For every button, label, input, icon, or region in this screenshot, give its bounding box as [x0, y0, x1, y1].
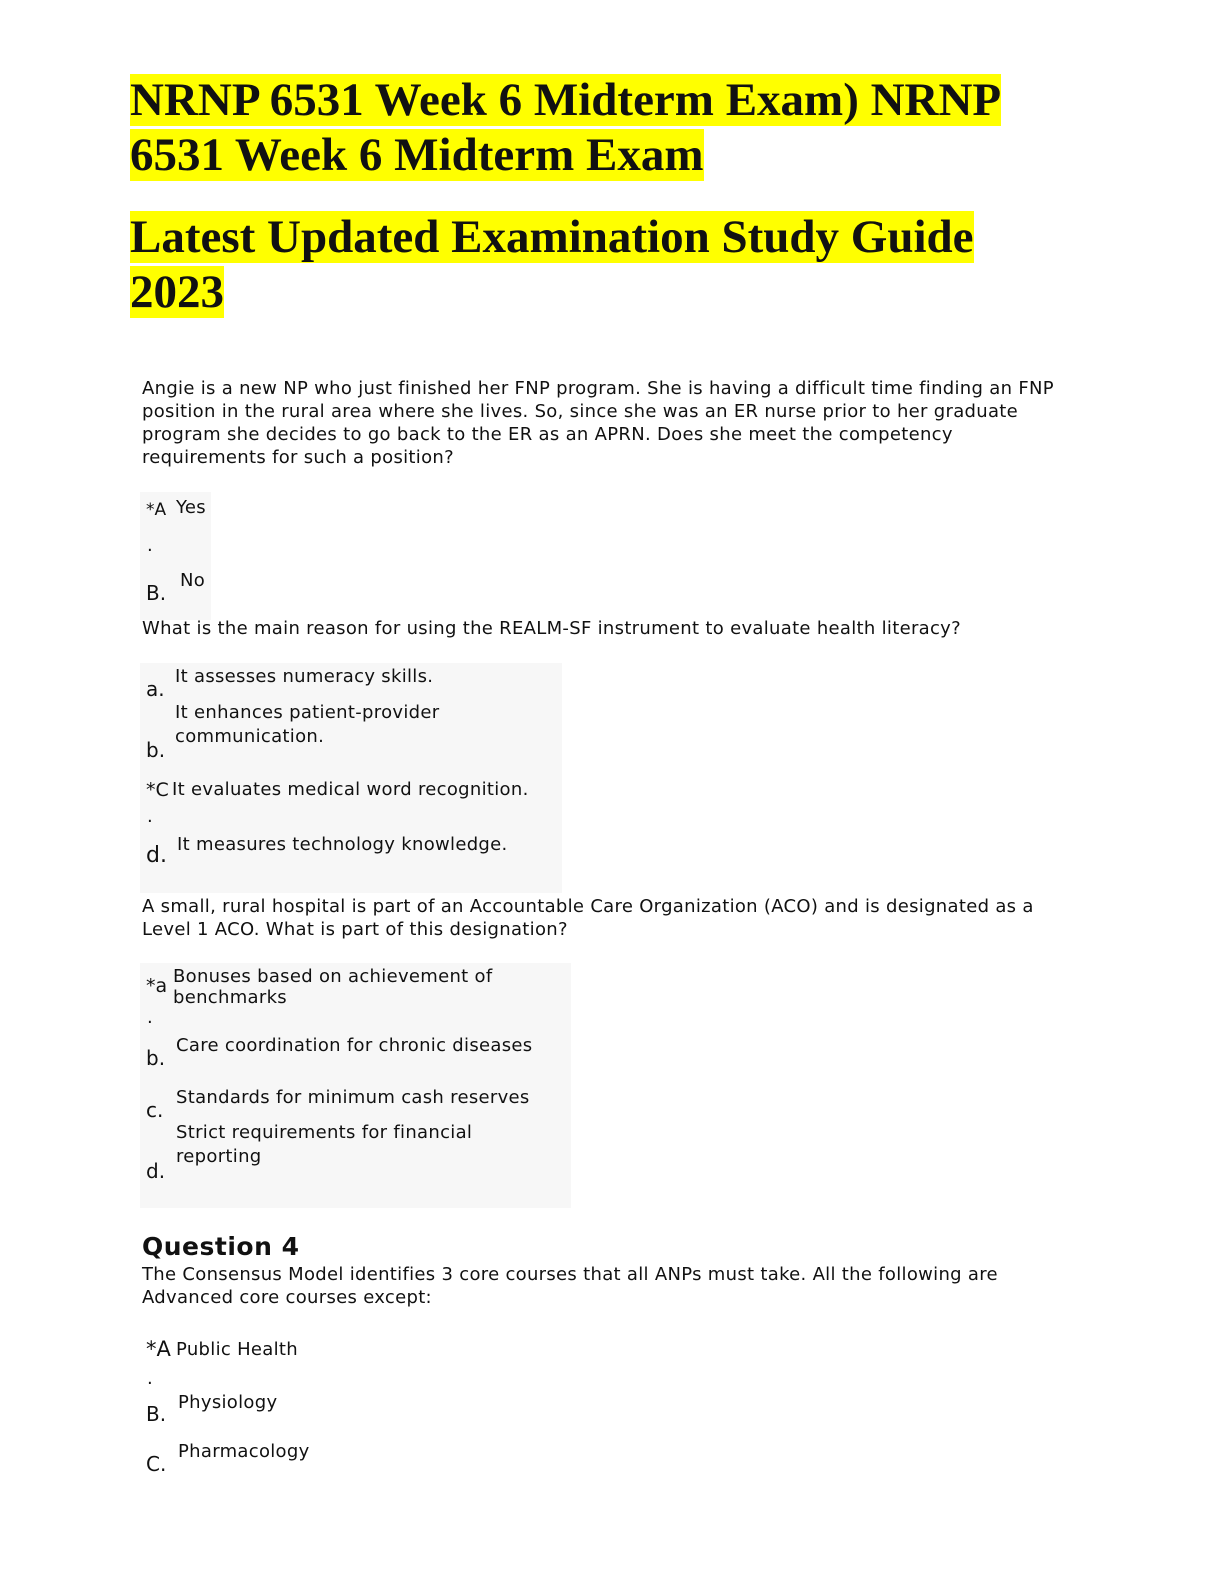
q2-option-c-letter: *C [146, 779, 169, 801]
title-line-1: NRNP 6531 Week 6 Midterm Exam) NRNP [130, 74, 1002, 126]
subtitle-line-1: Latest Updated Examination Study Guide [130, 211, 974, 263]
document-title [130, 73, 1030, 183]
q4-option-c-letter: C. [146, 1452, 167, 1476]
q2-option-a-text: It assesses numeracy skills. [175, 666, 434, 687]
question-3-text: A small, rural hospital is part of an Accountable Care Organization (ACO) and is designated as a Level 1 ACO. What is part of this designation? [142, 896, 1034, 940]
q4-option-a-dot: . [147, 1368, 153, 1389]
q2-option-d-letter: d. [146, 843, 167, 868]
question-4-options [140, 1330, 540, 1490]
q2-option-b-text: It enhances patient-provider communication. [175, 702, 440, 747]
q3-option-c-text: Standards for minimum cash reserves [176, 1087, 530, 1108]
q3-option-d-letter: d. [146, 1159, 166, 1183]
q1-option-a-dot: . [147, 535, 153, 556]
q2-option-a-letter: a. [146, 677, 165, 701]
q2-option-d-text: It measures technology knowledge. [177, 834, 508, 855]
question-3-options [140, 963, 571, 1208]
q3-option-c-letter: c. [146, 1098, 164, 1122]
question-2-options [140, 663, 562, 893]
q1-option-b-text: No [180, 570, 206, 591]
q3-option-d-text: Strict requirements for financial reporting [176, 1122, 473, 1167]
q3-option-b-text: Care coordination for chronic diseases [176, 1035, 533, 1056]
question-1-options [140, 492, 211, 620]
q4-option-a-letter: *A [146, 1337, 171, 1361]
q1-option-a-text: Yes [176, 497, 206, 518]
q1-option-b-letter: B. [146, 581, 167, 605]
document-subtitle [130, 210, 1030, 320]
q2-option-b-letter: b. [146, 738, 166, 762]
q3-option-a-dot: . [147, 1007, 153, 1028]
q3-option-a-letter: *a [146, 975, 168, 997]
question-4-text: The Consensus Model identifies 3 core courses that all ANPs must take. All the following are Advanced core courses except: [142, 1264, 998, 1308]
subtitle-line-2: 2023 [130, 266, 224, 318]
q3-option-a-text: Bonuses based on achievement of benchmarks [173, 966, 493, 1008]
question-2-text: What is the main reason for using the REALM-SF instrument to evaluate health literacy? [142, 618, 961, 639]
q2-option-c-dot: . [147, 806, 153, 827]
q3-option-b-letter: b. [146, 1046, 166, 1070]
q4-option-c-text: Pharmacology [178, 1441, 310, 1462]
q4-option-b-letter: B. [146, 1402, 167, 1426]
question-1-text: Angie is a new NP who just finished her FNP program. She is having a difficult time finding an FNP position in the rural area where she lives. So, since she was an ER nurse prior to her graduate program she decides to go back to the ER as an APRN. Does she meet the competency requirements for such a position? [142, 378, 1054, 468]
q4-option-b-text: Physiology [178, 1392, 278, 1413]
q1-option-a-letter: *A [146, 500, 167, 520]
title-line-2: 6531 Week 6 Midterm Exam [130, 129, 704, 181]
q4-option-a-text: Public Health [176, 1339, 298, 1360]
question-4-heading: Question 4 [142, 1232, 300, 1261]
q2-option-c-text: It evaluates medical word recognition. [172, 779, 529, 800]
